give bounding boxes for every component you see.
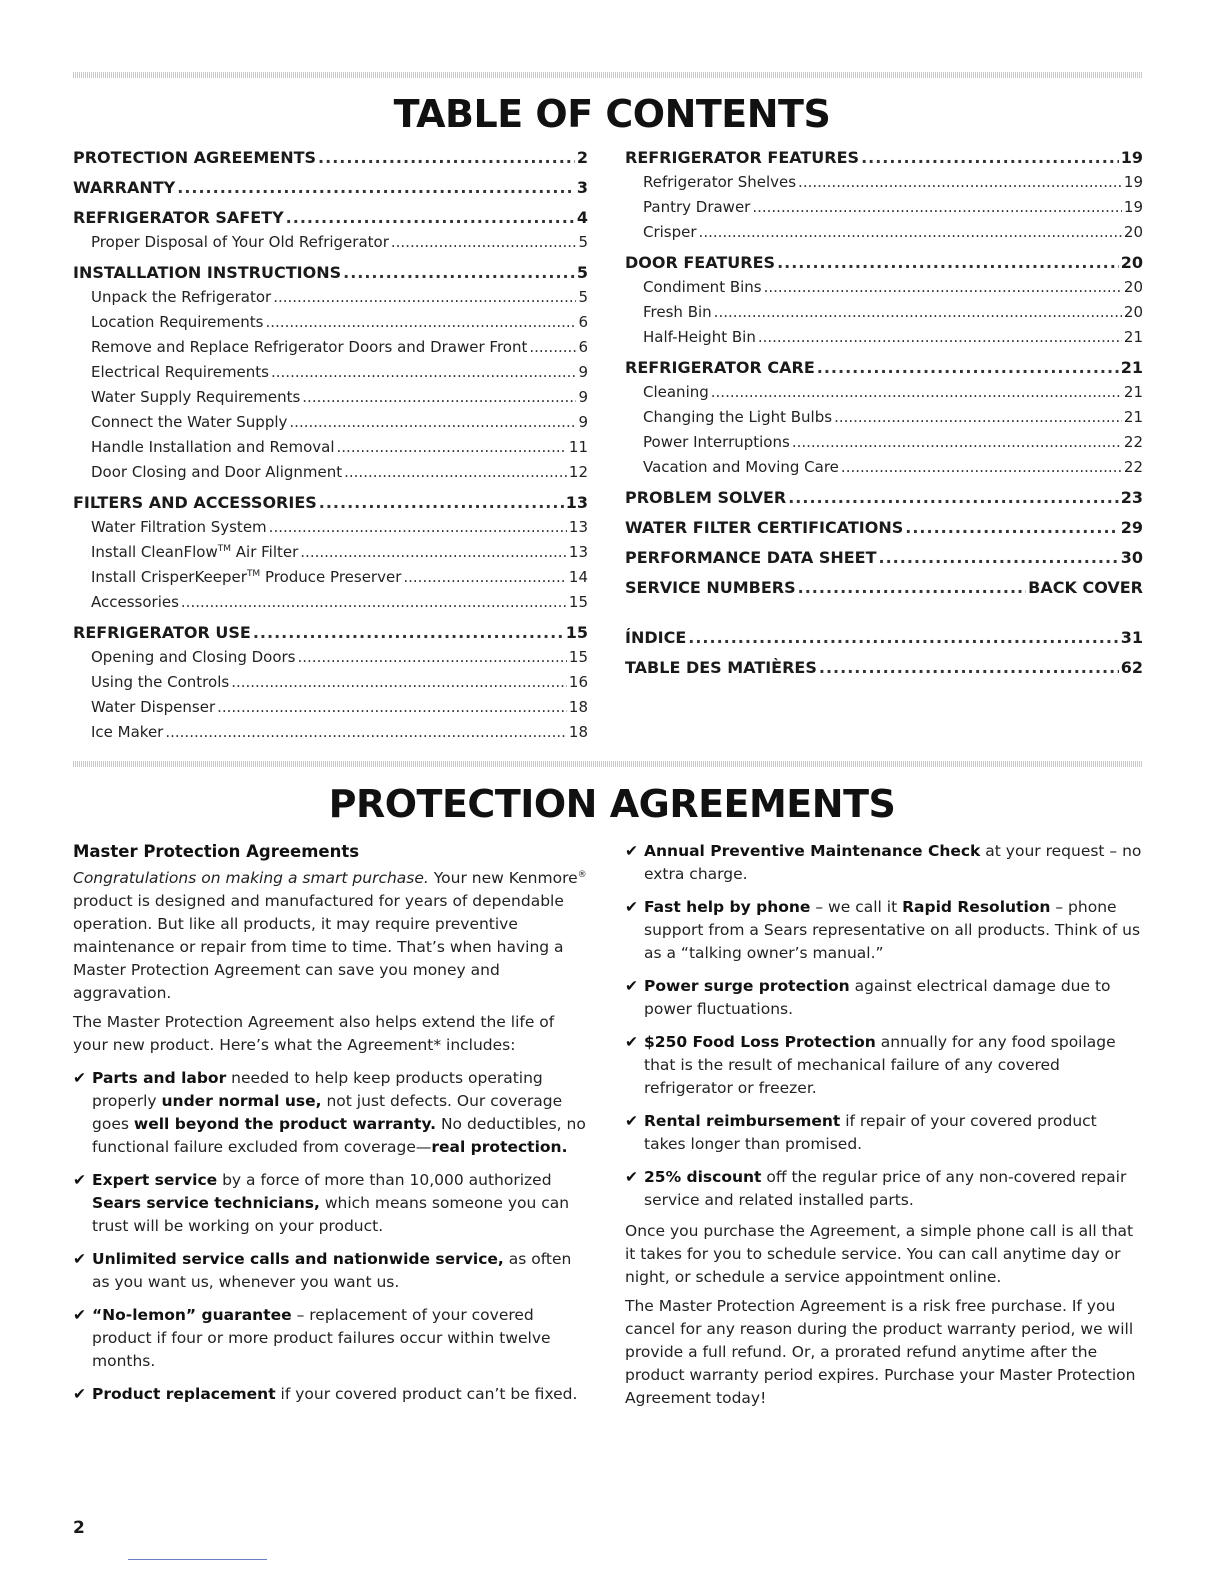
toc-page-number: 19 [1123,198,1143,216]
toc-entry-label [91,670,229,695]
checkmark-icon: ✔ [73,1306,86,1324]
toc-page-number: 62 [1120,658,1143,677]
toc-entry-main[interactable] [625,655,1143,680]
toc-entry-text: PROTECTION AGREEMENTS [73,148,317,167]
toc-page-number: 20 [1123,278,1143,296]
toc-entry-text: Ice Maker [91,723,164,741]
toc-entry-sub[interactable] [625,455,1143,480]
toc-entry-text: Using the Controls [91,673,230,691]
benefit-bold-text: Product replacement [92,1385,276,1403]
toc-entry-label [91,435,335,460]
benefit-text: by a force of more than 10,000 authorized [217,1171,552,1189]
toc-entry-label [91,230,389,255]
toc-entry-text: Install CrisperKeeper [91,568,247,586]
closing-paragraph-2: The Master Protection Agreement is a risk free purchase. If you cancel for any reason during the product warranty period, we will provide a full refund. Or, a prorated refund anytime after the product warranty period expires. Purchase your Master Protection Agreement today! [625,1297,1136,1407]
benefit-text: No deductibles, no functional failure excluded from coverage— [92,1115,586,1156]
benefit-text: off the regular price of any non-covered repair service and related installed parts. [644,1168,1127,1209]
benefit-bold-text: Annual Preventive Maintenance Check [644,842,981,860]
toc-page-number: 13 [568,543,588,561]
benefit-item [625,1166,1143,1212]
toc-entry-main[interactable] [625,485,1143,510]
benefit-text: – phone support from a Sears representative on all products. Think of us as a “talking owner’s manual.” [644,898,1141,962]
toc-entry-text: Connect the Water Supply [91,413,288,431]
toc-dot-leader [764,275,1122,300]
toc-page-number: 9 [578,388,588,406]
intro-paragraph-2: The Master Protection Agreement also helps extend the life of your new product. Here’s what the Agreement* includes: [73,1013,555,1054]
benefit-text: – we call it [810,898,903,916]
intro-text-b: product is designed and manufactured for years of dependable operation. But like all products, it may require preventive maintenance or repair from time to time. That’s when having a Master Protection Agreement can save you money and aggravation. [73,892,564,1002]
checkmark-icon: ✔ [625,977,638,995]
benefit-list-right [625,840,1143,1212]
toc-page-number: 12 [568,463,588,481]
benefit-bold-text: Unlimited service calls and nationwide service, [92,1250,504,1268]
toc-dot-leader [177,175,575,200]
toc-entry-label [643,380,709,405]
toc-entry-text: Location Requirements [91,313,264,331]
toc-dot-leader [344,460,567,485]
benefit-item [73,1067,588,1159]
toc-entry-sub[interactable] [73,670,588,695]
section-heading: Master Protection Agreements [73,842,360,861]
toc-entry-label [643,325,756,350]
toc-page-number: 20 [1123,303,1143,321]
toc-dot-leader [391,230,577,255]
toc-entry-text: WATER FILTER CERTIFICATIONS [625,518,904,537]
toc-entry-label [73,145,316,170]
protection-right-column [625,840,1143,1416]
toc-entry-text: Half-Height Bin [643,328,756,346]
toc-entry-label [643,170,796,195]
toc-dot-leader [688,625,1118,650]
toc-page-number: 6 [578,338,588,356]
toc-entry-main[interactable] [625,250,1143,275]
benefit-bold-text: under normal use, [161,1092,322,1110]
toc-entry-label [73,205,284,230]
checkmark-icon: ✔ [625,1112,638,1130]
toc-page-number: 2 [576,148,588,167]
trademark-mark: TM [246,569,261,579]
toc-entry-text: SERVICE NUMBERS [625,578,796,597]
toc-dot-leader [337,435,567,460]
toc-entry-sub[interactable] [73,335,588,360]
toc-entry-main[interactable] [625,625,1143,650]
benefit-item [625,840,1143,886]
toc-entry-label [91,540,298,565]
toc-entry-text: INSTALLATION INSTRUCTIONS [73,263,342,282]
toc-dot-leader [231,670,567,695]
toc-entry-main[interactable] [73,145,588,170]
toc-entry-label [91,645,296,670]
toc-page-number: 31 [1120,628,1143,647]
toc-entry-main[interactable] [73,490,588,515]
toc-dot-leader [298,645,567,670]
toc-dot-leader [834,405,1122,430]
benefit-text: at your request – no extra charge. [644,842,1142,883]
toc-entry-label [91,720,163,745]
toc-entry-main[interactable] [625,355,1143,380]
toc-entry-sub[interactable] [73,695,588,720]
benefit-item [73,1248,588,1294]
toc-page-number: 18 [568,698,588,716]
toc-dot-leader [861,145,1119,170]
toc-entry-label [91,695,215,720]
toc-page-number: 9 [578,413,588,431]
toc-entry-label [625,145,859,170]
toc-entry-main[interactable] [73,620,588,645]
toc-entry-label [625,485,786,510]
toc-entry-sub[interactable] [73,230,588,255]
toc-entry-text: Accessories [91,593,179,611]
toc-entry-sub[interactable] [625,430,1143,455]
toc-entry-label [643,275,762,300]
toc-entry-label [625,625,686,650]
toc-dot-leader [758,325,1122,350]
toc-page-number: 15 [568,593,588,611]
toc-entry-text: REFRIGERATOR SAFETY [73,208,284,227]
toc-entry-text: Remove and Replace Refrigerator Doors and Drawer Front [91,338,528,356]
toc-entry-text: Proper Disposal of Your Old Refrigerator [91,233,389,251]
toc-entry-label [625,655,817,680]
toc-dot-leader [879,545,1119,570]
toc-entry-text: Cleaning [643,383,709,401]
toc-entry-text: FILTERS AND ACCESSORIES [73,493,317,512]
toc-entry-label [91,310,264,335]
toc-entry-text: Opening and Closing Doors [91,648,296,666]
closing-paragraph-1: Once you purchase the Agreement, a simple phone call is all that it takes for you to schedule service. You can call anytime day or night, or schedule a service appointment online. [625,1222,1134,1286]
toc-spacer [625,600,1143,620]
checkmark-icon: ✔ [625,898,638,916]
page-number: 2 [73,1518,85,1538]
protection-left-column [73,840,588,1416]
trademark-mark: TM [217,544,231,554]
toc-entry-text: Door Closing and Door Alignment [91,463,343,481]
benefit-bold-text: Sears service technicians, [92,1194,320,1212]
toc-dot-leader [841,455,1122,480]
top-divider [73,72,1143,78]
toc-entry-label [91,515,267,540]
toc-entry-text: Vacation and Moving Care [643,458,839,476]
benefit-text: – replacement of your covered product if four or more product failures occur within twelve months. [92,1306,551,1370]
toc-page-number: 18 [568,723,588,741]
toc-entry-sub[interactable] [73,435,588,460]
intro-text-a: Your new Kenmore [428,869,578,887]
toc-dot-leader [165,720,567,745]
toc-dot-leader [752,195,1122,220]
registered-mark: ® [577,869,587,880]
intro-paragraph [73,867,588,1005]
toc-entry-sub[interactable] [625,220,1143,245]
toc-entry-label [625,545,877,570]
benefit-text: which means someone you can trust will be working on your product. [92,1194,570,1235]
toc-entry-text: Electrical Requirements [91,363,269,381]
benefit-bold-text: 25% discount [644,1168,762,1186]
toc-entry-sub[interactable] [73,285,588,310]
toc-entry-text: Water Filtration System [91,518,267,536]
toc-entry-text: Changing the Light Bulbs [643,408,833,426]
toc-entry-text: Water Dispenser [91,698,216,716]
toc-page-number: 15 [565,623,588,642]
toc-entry-text: Power Interruptions [643,433,790,451]
toc-entry-sub[interactable] [73,515,588,540]
toc-dot-leader [699,220,1122,245]
benefit-text: against electrical damage due to power fluctuations. [644,977,1111,1018]
toc-entry-text: Handle Installation and Removal [91,438,335,456]
benefit-item [625,975,1143,1021]
toc-page-number: 23 [1120,488,1143,507]
toc-page-number: 21 [1123,328,1143,346]
benefit-bold-text: “No-lemon” guarantee [92,1306,292,1324]
toc-dot-leader [798,575,1027,600]
toc-entry-text: REFRIGERATOR FEATURES [625,148,860,167]
toc-entry-label [643,195,750,220]
toc-title: TABLE OF CONTENTS [393,92,831,136]
benefit-item [73,1304,588,1373]
toc-entry-sub[interactable] [73,645,588,670]
toc-entry-sub[interactable] [73,360,588,385]
toc-entry-label [643,405,832,430]
toc-page-number: 19 [1123,173,1143,191]
toc-entry-text: Water Supply Requirements [91,388,301,406]
toc-page-number: 21 [1120,358,1143,377]
toc-page-number: 21 [1123,383,1143,401]
toc-page-number: 21 [1123,408,1143,426]
toc-entry-sub[interactable] [625,405,1143,430]
toc-entry-label [643,430,790,455]
toc-entry-sub[interactable] [625,300,1143,325]
benefit-text: if your covered product can’t be fixed. [275,1385,578,1403]
toc-entry-label [625,250,775,275]
toc-entry-text: WARRANTY [73,178,176,197]
toc-dot-leader [300,540,567,565]
toc-entry-label [91,565,401,590]
toc-entry-text: TABLE DES MATIÈRES [625,658,817,677]
toc-page-number: 29 [1120,518,1143,537]
middle-divider [73,761,1143,767]
toc-entry-main[interactable] [73,260,588,285]
toc-page-number: BACK COVER [1028,578,1143,597]
toc-entry-main[interactable] [625,145,1143,170]
toc-dot-leader [253,620,564,645]
toc-dot-leader [181,590,567,615]
benefit-text: needed to help keep products operating properly [92,1069,543,1110]
toc-entry-label [73,490,317,515]
toc-entry-sub[interactable] [73,590,588,615]
toc-dot-leader [318,145,575,170]
toc-page-number: 3 [576,178,588,197]
toc-entry-sub[interactable] [625,170,1143,195]
toc-entry-text-after: Produce Preserver [260,568,402,586]
toc-dot-leader [819,655,1119,680]
toc-page-number: 5 [578,233,588,251]
toc-dot-leader [289,410,576,435]
toc-entry-text: Condiment Bins [643,278,762,296]
checkmark-icon: ✔ [73,1250,86,1268]
toc-entry-label [73,175,175,200]
toc-entry-sub[interactable] [73,385,588,410]
toc-dot-leader [273,285,576,310]
toc-dot-leader [403,565,567,590]
toc-entry-main[interactable] [625,515,1143,540]
benefit-list-left [73,1067,588,1406]
toc-entry-label [643,300,712,325]
toc-entry-main[interactable] [73,175,588,200]
checkmark-icon: ✔ [73,1069,86,1087]
toc-entry-label [91,385,300,410]
benefit-bold-text: Fast help by phone [644,898,811,916]
benefit-item [73,1383,588,1406]
toc-dot-leader [271,360,576,385]
toc-entry-text: REFRIGERATOR USE [73,623,251,642]
toc-page-number: 4 [576,208,588,227]
toc-entry-label [91,410,287,435]
toc-entry-text: Pantry Drawer [643,198,751,216]
toc-entry-label [625,515,903,540]
toc-entry-sub[interactable] [625,275,1143,300]
checkmark-icon: ✔ [73,1171,86,1189]
benefit-bold-text: Power surge protection [644,977,850,995]
benefit-item [73,1169,588,1238]
toc-entry-label [91,360,269,385]
toc-page-number: 5 [578,288,588,306]
toc-page-number: 16 [568,673,588,691]
toc-page-number: 5 [576,263,588,282]
toc-entry-sub[interactable] [73,540,588,565]
toc-dot-leader [266,310,577,335]
toc-dot-leader [343,260,575,285]
toc-page-number: 19 [1120,148,1143,167]
toc-entry-label [73,260,341,285]
toc-entry-text: Fresh Bin [643,303,712,321]
toc-left-column [73,145,588,745]
toc-dot-leader [817,355,1119,380]
benefit-bold-text: $250 Food Loss Protection [644,1033,876,1051]
toc-entry-text: Install CleanFlow [91,543,218,561]
toc-entry-sub[interactable] [625,380,1143,405]
toc-page-number: 11 [568,438,588,456]
toc-entry-label [643,220,697,245]
toc-entry-label [91,285,271,310]
benefit-bold-text: Parts and labor [92,1069,227,1087]
toc-dot-leader [711,380,1122,405]
toc-page-number: 20 [1123,223,1143,241]
toc-entry-sub[interactable] [73,410,588,435]
benefit-text: as often as you want us, whenever you want us. [92,1250,572,1291]
toc-entry-label [643,455,839,480]
toc-entry-text: REFRIGERATOR CARE [625,358,815,377]
toc-entry-main[interactable] [73,205,588,230]
toc-entry-label [625,575,796,600]
benefit-bold-text: Expert service [92,1171,218,1189]
toc-entry-main[interactable] [625,545,1143,570]
intro-italic: Congratulations on making a smart purchase. [73,869,429,887]
toc-entry-sub[interactable] [73,310,588,335]
toc-page-number: 20 [1120,253,1143,272]
toc-entry-label [91,590,179,615]
toc-page-number: 15 [568,648,588,666]
toc-entry-sub[interactable] [73,565,588,590]
toc-dot-leader [714,300,1122,325]
benefit-item [625,896,1143,965]
checkmark-icon: ✔ [625,1168,638,1186]
toc-dot-leader [319,490,564,515]
toc-page-number: 9 [578,363,588,381]
toc-page-number: 22 [1123,433,1143,451]
toc-entry-sub[interactable] [73,720,588,745]
toc-page-number: 13 [568,518,588,536]
toc-dot-leader [529,335,576,360]
footer-link-line [128,1559,267,1560]
toc-entry-text: DOOR FEATURES [625,253,776,272]
toc-dot-leader [798,170,1122,195]
benefit-item [625,1031,1143,1100]
checkmark-icon: ✔ [625,1033,638,1051]
toc-page-number: 13 [565,493,588,512]
toc-entry-text: ÍNDICE [625,628,687,647]
toc-entry-text: PERFORMANCE DATA SHEET [625,548,877,567]
toc-entry-text: Unpack the Refrigerator [91,288,272,306]
benefit-text: annually for any food spoilage that is the result of mechanical failure of any covered refrigerator or freezer. [644,1033,1116,1097]
toc-dot-leader [777,250,1119,275]
benefit-text: if repair of your covered product takes longer than promised. [644,1112,1097,1153]
protection-title: PROTECTION AGREEMENTS [328,782,896,826]
toc-entry-sub[interactable] [625,325,1143,350]
benefit-bold-text: well beyond the product warranty. [133,1115,437,1133]
benefit-bold-text: real protection. [431,1138,568,1156]
toc-dot-leader [788,485,1119,510]
toc-entry-label [625,355,815,380]
toc-entry-main[interactable] [625,575,1143,600]
benefit-item [625,1110,1143,1156]
toc-entry-text-after: Air Filter [231,543,299,561]
toc-entry-sub[interactable] [73,460,588,485]
toc-page-number: 22 [1123,458,1143,476]
toc-entry-label [73,620,251,645]
toc-entry-label [91,460,342,485]
checkmark-icon: ✔ [73,1385,86,1403]
toc-dot-leader [217,695,567,720]
toc-entry-text: Refrigerator Shelves [643,173,797,191]
toc-dot-leader [286,205,575,230]
toc-page-number: 14 [568,568,588,586]
toc-dot-leader [905,515,1118,540]
toc-page-number: 6 [578,313,588,331]
toc-right-column [625,145,1143,680]
checkmark-icon: ✔ [625,842,638,860]
benefit-bold-text: Rental reimbursement [644,1112,841,1130]
toc-entry-text: PROBLEM SOLVER [625,488,787,507]
toc-dot-leader [269,515,567,540]
toc-page-number: 30 [1120,548,1143,567]
toc-dot-leader [302,385,576,410]
toc-dot-leader [792,430,1122,455]
benefit-text: not just defects. Our coverage goes [92,1092,563,1133]
toc-entry-text: Crisper [643,223,697,241]
toc-entry-label [91,335,527,360]
toc-entry-sub[interactable] [625,195,1143,220]
benefit-bold-text: Rapid Resolution [902,898,1051,916]
